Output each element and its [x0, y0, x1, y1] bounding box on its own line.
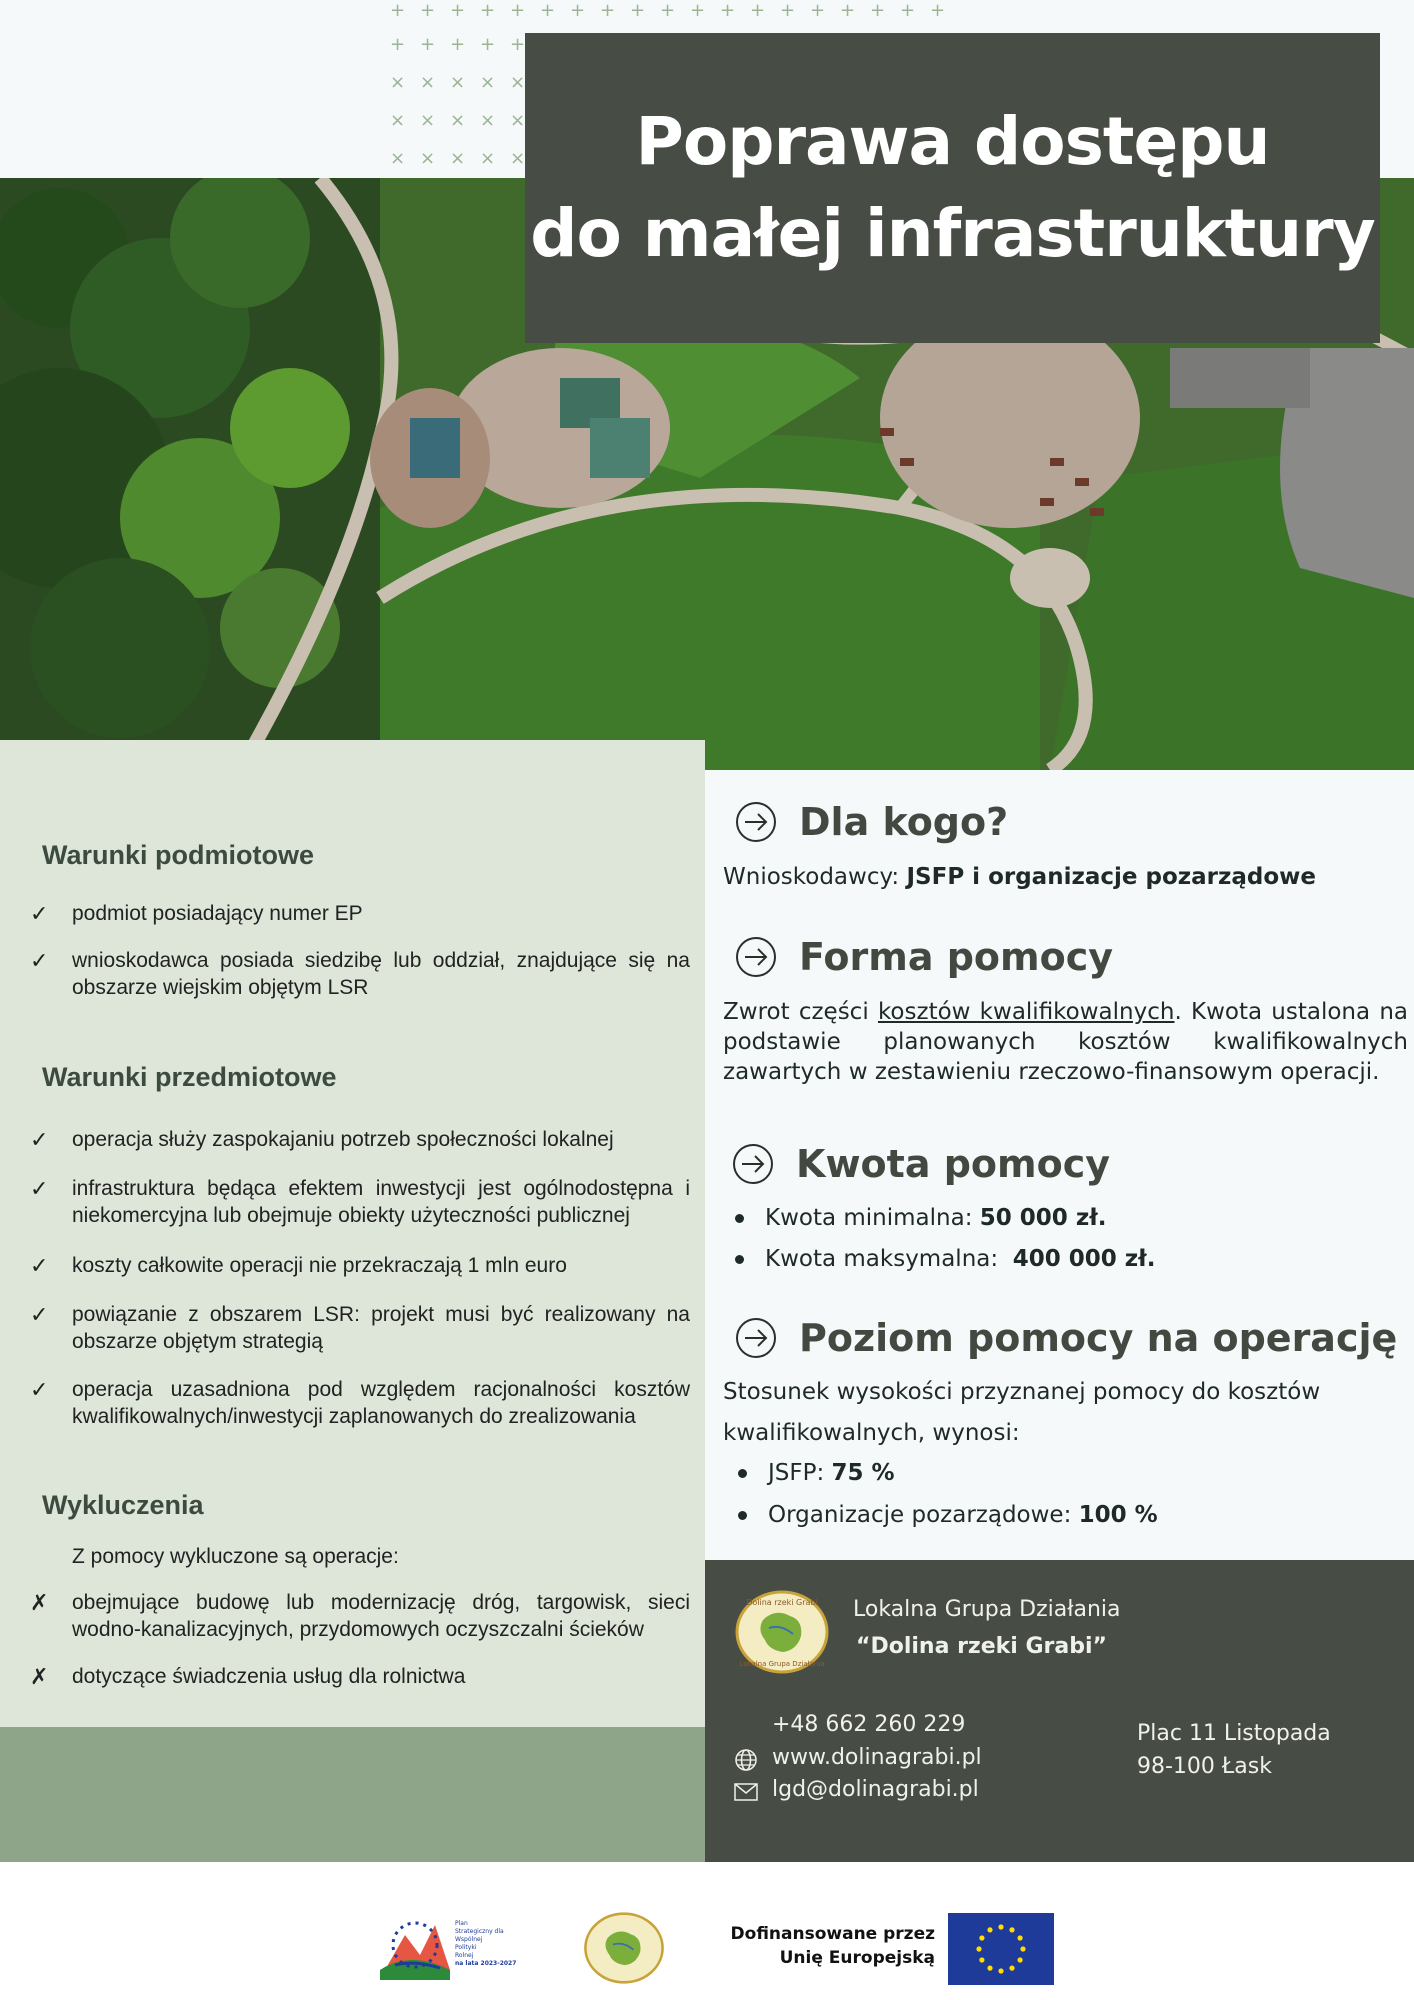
- arrow-circle-icon: [732, 1143, 774, 1185]
- lgd-logo-footer: [581, 1912, 667, 1984]
- psp-line: Plan: [455, 1920, 468, 1927]
- psp-line: na lata 2023-2027: [455, 1960, 517, 1967]
- address-line-1: Plac 11 Listopada: [1137, 1721, 1331, 1746]
- bullet-icon: [738, 1511, 747, 1520]
- pattern-glyph: +: [720, 0, 736, 21]
- eu-line-2: Unię Europejską: [779, 1948, 935, 1968]
- check-icon: ✓: [30, 1127, 49, 1152]
- pattern-glyph: +: [480, 34, 496, 55]
- pattern-glyph: +: [660, 0, 676, 21]
- pattern-glyph: ×: [510, 72, 526, 93]
- pattern-glyph: ×: [450, 72, 466, 93]
- eu-star: [976, 1946, 981, 1951]
- heading-level: [735, 1316, 1397, 1360]
- cross-icon: ✗: [30, 1664, 49, 1689]
- heading-text: Poziom pomocy na operację: [799, 1316, 1398, 1360]
- list-item-text: infrastruktura będąca efektem inwestycji jest ogólnodostępna i niekomercyjna lub obejmuje obiekty użyteczności publicznej: [72, 1177, 690, 1227]
- eu-star: [979, 1957, 984, 1962]
- pattern-glyph: ×: [420, 110, 436, 131]
- list-item-text: operacja służy zaspokajaniu potrzeb społeczności lokalnej: [72, 1128, 614, 1151]
- pattern-glyph: ×: [480, 148, 496, 169]
- who-label: Wnioskodawcy:: [723, 864, 907, 890]
- eu-star: [979, 1935, 984, 1940]
- check-icon: ✓: [30, 1302, 49, 1327]
- pattern-glyph: +: [480, 0, 496, 21]
- pattern-glyph: +: [600, 0, 616, 21]
- list-item: [30, 1252, 690, 1279]
- pattern-glyph: ×: [450, 110, 466, 131]
- level-text-2: kwalifikowalnych, wynosi:: [723, 1420, 1020, 1446]
- cross-icon: ✗: [30, 1590, 49, 1615]
- psp-logo-text: [455, 1920, 516, 1968]
- pattern-glyph: ×: [420, 148, 436, 169]
- phone-number[interactable]: +48 662 260 229: [772, 1712, 966, 1737]
- list-item-text: operacja uzasadniona pod względem racjonalności kosztów kwalifikowalnych/inwestycji zaplanowanych do zrealizowania: [72, 1378, 690, 1428]
- page-title: [530, 96, 1375, 280]
- who-value: JSFP i organizacje pozarządowe: [906, 864, 1317, 890]
- pattern-glyph: +: [450, 34, 466, 55]
- pattern-glyph: +: [570, 0, 586, 21]
- eu-funding-text: [700, 1922, 935, 1970]
- list-item: [768, 1502, 1158, 1528]
- list-item-text: powiązanie z obszarem LSR: projekt musi być realizowany na obszarze objętym strategią: [72, 1303, 690, 1353]
- min-label: Kwota minimalna:: [765, 1205, 980, 1231]
- heading-text: Dla kogo?: [799, 800, 1009, 844]
- arrow-circle-icon: [735, 801, 777, 843]
- pattern-glyph: ×: [420, 72, 436, 93]
- pattern-glyph: +: [420, 34, 436, 55]
- eu-star: [998, 1968, 1003, 1973]
- eu-star: [1020, 1946, 1025, 1951]
- logo-text-bottom: Lokalna Grupa Działania: [739, 1660, 825, 1668]
- globe-icon: [734, 1748, 758, 1772]
- check-icon: ✓: [30, 1253, 49, 1278]
- pattern-glyph: +: [540, 0, 556, 21]
- eu-star: [1018, 1957, 1023, 1962]
- list-item: [30, 1663, 690, 1690]
- pattern-glyph: +: [630, 0, 646, 21]
- list-item: [30, 900, 690, 927]
- eu-flag-icon: [948, 1913, 1054, 1985]
- arrow-circle-icon: [735, 1317, 777, 1359]
- level-text-1: Stosunek wysokości przyznanej pomocy do kosztów: [723, 1379, 1321, 1405]
- section-heading-subject-conditions: Warunki podmiotowe: [42, 840, 314, 870]
- title-box: [525, 33, 1380, 343]
- list-item: [30, 1301, 690, 1355]
- pattern-glyph: +: [690, 0, 706, 21]
- qualified-costs-link[interactable]: kosztów kwalifikowalnych: [877, 999, 1175, 1025]
- website-link[interactable]: www.dolinagrabi.pl: [772, 1745, 982, 1770]
- check-icon: ✓: [30, 1176, 49, 1201]
- list-item: [30, 1175, 690, 1229]
- bullet-icon: [735, 1255, 744, 1264]
- heading-form: [735, 935, 1113, 979]
- eu-star: [1009, 1927, 1014, 1932]
- form-text: [723, 997, 1408, 1087]
- pattern-glyph: +: [390, 34, 406, 55]
- pattern-glyph: +: [900, 0, 916, 21]
- org-name-line-2: “Dolina rzeki Grabi”: [856, 1634, 1107, 1659]
- max-label: Kwota maksymalna:: [765, 1246, 1013, 1272]
- form-text-pre: Zwrot części: [723, 999, 878, 1025]
- pattern-glyph: +: [510, 34, 526, 55]
- form-text-post: . Kwota ustalona na podstawie planowanych kosztów kwalifikowalnych zawartych w zestawieniu rzeczowo-finansowym operacji.: [723, 999, 1408, 1085]
- pattern-glyph: +: [870, 0, 886, 21]
- list-item: [765, 1246, 1155, 1272]
- list-item-text: koszty całkowite operacji nie przekraczają 1 mln euro: [72, 1254, 567, 1277]
- pattern-glyph: +: [840, 0, 856, 21]
- pattern-glyph: ×: [480, 72, 496, 93]
- title-line-2: do małej infrastruktury: [530, 195, 1375, 272]
- min-value: 50 000 zł.: [979, 1205, 1107, 1231]
- pattern-glyph: ×: [390, 72, 406, 93]
- pattern-glyph: +: [780, 0, 796, 21]
- bullet-icon: [738, 1469, 747, 1478]
- jsfp-value: 75 %: [831, 1460, 895, 1486]
- list-item: [30, 1376, 690, 1430]
- list-item: [30, 1589, 690, 1643]
- pattern-glyph: ×: [480, 110, 496, 131]
- who-text: [723, 862, 1408, 892]
- check-icon: ✓: [30, 1377, 49, 1402]
- pattern-glyph: ×: [510, 110, 526, 131]
- section-heading-object-conditions: Warunki przedmiotowe: [42, 1062, 337, 1092]
- org-name-line-1: Lokalna Grupa Działania: [853, 1597, 1121, 1622]
- pattern-glyph: ×: [450, 148, 466, 169]
- section-heading-exclusions: Wykluczenia: [42, 1490, 204, 1520]
- jsfp-label: JSFP:: [768, 1460, 832, 1486]
- heading-amount: [732, 1142, 1110, 1186]
- pattern-glyph: ×: [390, 110, 406, 131]
- pattern-glyph: +: [810, 0, 826, 21]
- lgd-logo: [735, 1590, 829, 1674]
- eu-star: [998, 1924, 1003, 1929]
- heading-text: Forma pomocy: [799, 935, 1114, 979]
- list-item-text: dotyczące świadczenia usług dla rolnictwa: [72, 1665, 466, 1688]
- pattern-glyph: +: [510, 0, 526, 21]
- ngo-label: Organizacje pozarządowe:: [768, 1502, 1079, 1528]
- psp-line: Strategiczny dla: [455, 1928, 504, 1935]
- list-item: [768, 1460, 895, 1486]
- pattern-glyph: +: [450, 0, 466, 21]
- eu-star: [987, 1966, 992, 1971]
- logo-text-top: Dolina rzeki Grabi: [746, 1598, 818, 1607]
- exclusions-intro: Z pomocy wykluczone są operacje:: [72, 1545, 399, 1568]
- email-link[interactable]: lgd@dolinagrabi.pl: [772, 1777, 979, 1802]
- eu-star: [1018, 1935, 1023, 1940]
- psp-line: Polityki: [455, 1944, 477, 1951]
- eu-star: [1009, 1966, 1014, 1971]
- eu-star: [987, 1927, 992, 1932]
- pattern-glyph: +: [750, 0, 766, 21]
- pattern-glyph: +: [390, 0, 406, 21]
- check-icon: ✓: [30, 901, 49, 926]
- address-line-2: 98-100 Łask: [1137, 1754, 1272, 1779]
- max-value: 400 000 zł.: [1012, 1246, 1156, 1272]
- eu-line-1: Dofinansowane przez: [730, 1924, 935, 1944]
- arrow-circle-icon: [735, 936, 777, 978]
- pattern-glyph: ×: [510, 148, 526, 169]
- heading-text: Kwota pomocy: [796, 1142, 1111, 1186]
- bullet-icon: [735, 1214, 744, 1223]
- list-item-text: wnioskodawca posiada siedzibę lub oddział, znajdujące się na obszarze wiejskim objętym LSR: [72, 949, 690, 999]
- pattern-glyph: ×: [390, 148, 406, 169]
- psp-line: Wspólnej: [455, 1936, 483, 1943]
- list-item-text: obejmujące budowę lub modernizację dróg, targowisk, sieci wodno-kanalizacyjnych, przydomowych oczyszczalni ścieków: [72, 1591, 690, 1641]
- title-line-1: Poprawa dostępu: [635, 103, 1270, 180]
- pattern-glyph: +: [930, 0, 946, 21]
- pattern-glyph: +: [420, 0, 436, 21]
- heading-who: [735, 800, 1008, 844]
- ngo-value: 100 %: [1078, 1502, 1158, 1528]
- left-panel-footer-band: [0, 1727, 705, 1862]
- left-panel: [0, 740, 705, 1727]
- envelope-icon: [734, 1782, 758, 1802]
- list-item-text: podmiot posiadający numer EP: [72, 902, 363, 925]
- list-item: [765, 1205, 1106, 1231]
- check-icon: ✓: [30, 948, 49, 973]
- psp-line: Rolnej: [455, 1952, 474, 1959]
- list-item: [30, 947, 690, 1001]
- list-item: [30, 1126, 690, 1153]
